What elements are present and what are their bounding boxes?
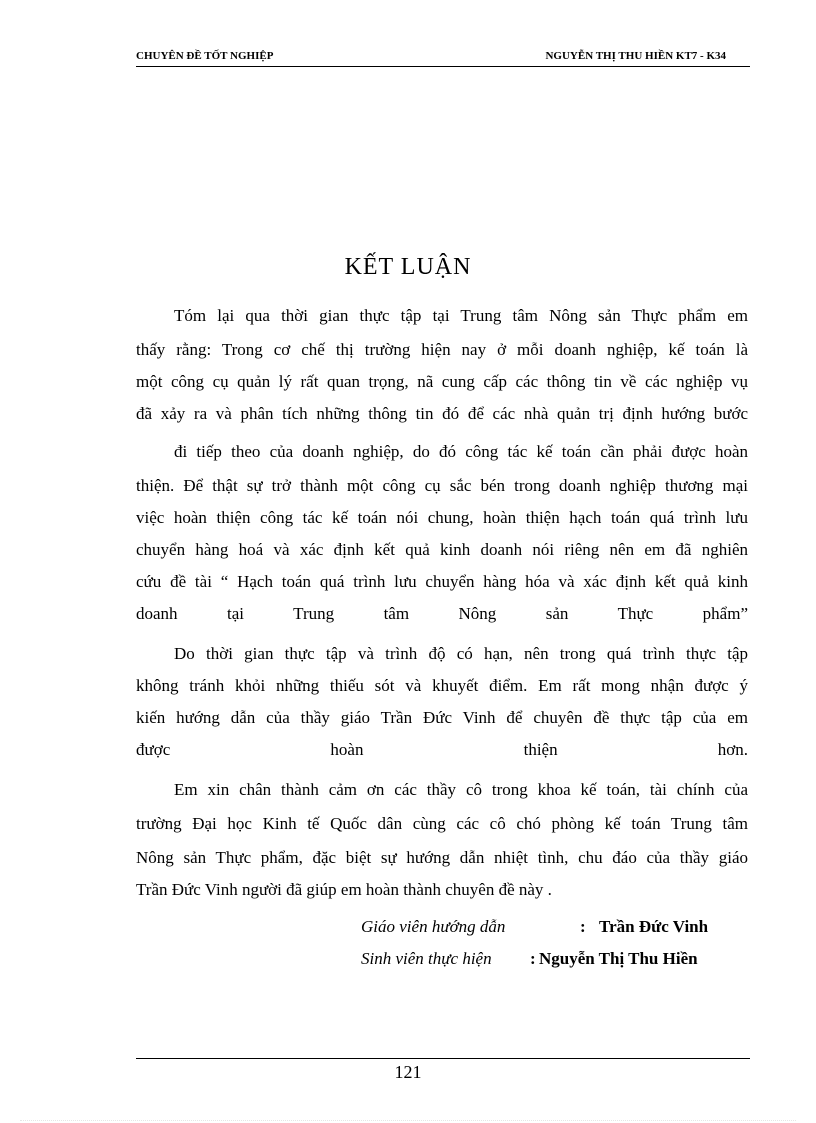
supervisor-signature xyxy=(361,916,751,938)
text-line: chuyển hàng hoá và xác định kết quả kinh doanh nói riêng nên em đã nghiên xyxy=(136,540,748,559)
text-line: Do thời gian thực tập và trình độ có hạn, nên trong quá trình thực tập xyxy=(174,644,748,663)
text-line: việc hoàn thiện công tác kế toán nói chung, hoàn thiện hạch toán quá trình lưu xyxy=(136,508,748,527)
text-line: không tránh khỏi những thiếu sót và khuyết điểm. Em rất mong nhận được ý xyxy=(136,676,748,695)
text-line: một công cụ quản lý rất quan trọng, nã cung cấp các thông tin về các nghiệp vụ xyxy=(136,372,748,391)
text-line: doanh tại Trung tâm Nông sản Thực phẩm” xyxy=(136,604,748,623)
header-document-type: CHUYÊN ĐỀ TỐT NGHIỆP xyxy=(136,50,274,62)
text-line: thiện. Để thật sự trở thành một công cụ sắc bén trong doanh nghiệp thương mại xyxy=(136,476,748,495)
footer-rule xyxy=(136,1058,750,1059)
supervisor-role: Giáo viên hướng dẫn xyxy=(361,917,506,936)
text-line: Em xin chân thành cảm ơn các thầy cô trong khoa kế toán, tài chính của xyxy=(174,780,748,799)
signature-separator: : xyxy=(530,949,536,968)
text-line: đã xảy ra và phân tích những thông tin đó để các nhà quản trị định hướng bước xyxy=(136,404,748,423)
student-signature xyxy=(361,948,751,970)
text-line: Nông sản Thực phẩm, đặc biệt sự hướng dẫn nhiệt tình, chu đáo của thầy giáo xyxy=(136,848,748,867)
page-number: 121 xyxy=(394,1062,422,1082)
text-line: thấy rằng: Trong cơ chế thị trường hiện nay ở mỗi doanh nghiệp, kế toán là xyxy=(136,340,748,359)
signature-separator: : xyxy=(580,917,586,936)
text-line: trường Đại học Kinh tế Quốc dân cùng các cô chó phòng kế toán Trung tâm xyxy=(136,814,748,833)
text-line: kiến hướng dẫn của thầy giáo Trần Đức Vinh để chuyên đề thực tập của em xyxy=(136,708,748,727)
page-header xyxy=(136,48,750,67)
text-line: cứu đề tài “ Hạch toán quá trình lưu chuyển hàng hóa và xác định kết quả kinh xyxy=(136,572,748,591)
text-line: đi tiếp theo của doanh nghiệp, do đó công tác kế toán cần phải được hoàn xyxy=(174,442,748,461)
page-title: KẾT LUẬN xyxy=(344,254,472,280)
page-bottom-border xyxy=(20,1120,796,1121)
text-line: Tóm lại qua thời gian thực tập tại Trung tâm Nông sản Thực phẩm em xyxy=(174,306,748,325)
header-author: NGUYỄN THỊ THU HIỀN KT7 - K34 xyxy=(545,50,726,62)
student-name: Nguyễn Thị Thu Hiền xyxy=(539,949,698,968)
supervisor-name: Trần Đức Vinh xyxy=(599,917,709,936)
student-role: Sinh viên thực hiện xyxy=(361,949,492,968)
text-line: Trần Đức Vinh người đã giúp em hoàn thành chuyên đề này . xyxy=(136,880,552,899)
text-line: được hoàn thiện hơn. xyxy=(136,740,748,759)
